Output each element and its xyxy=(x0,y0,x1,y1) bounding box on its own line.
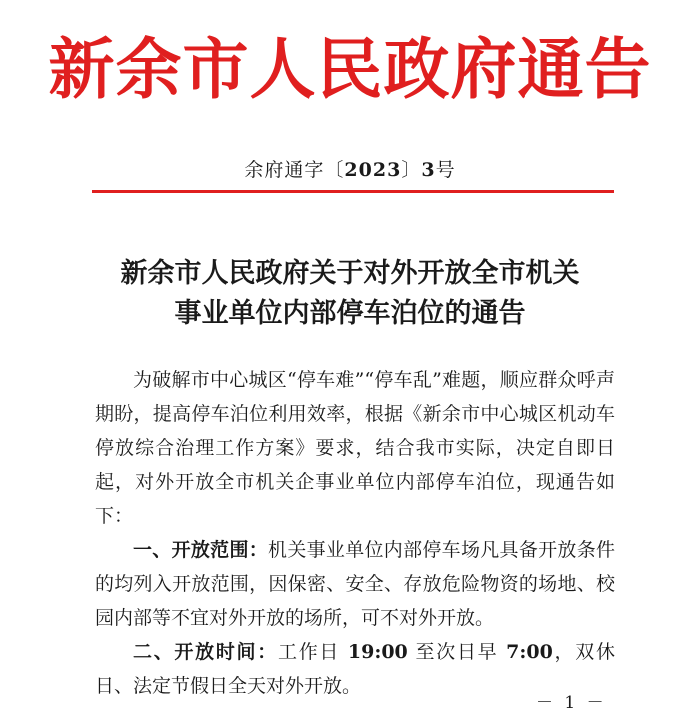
section-hours-text-before: 工作日 xyxy=(277,641,348,663)
notice-body xyxy=(95,363,615,703)
document-number-suffix: 号 xyxy=(435,159,456,181)
page-number: － 1 － xyxy=(536,693,607,713)
masthead-title: 新余市人民政府通告 xyxy=(48,31,652,108)
section-scope xyxy=(95,533,615,635)
document-number-year: 2023 xyxy=(344,159,402,181)
document-number-value: 3 xyxy=(421,159,436,181)
notice-title-line-2: 事业单位内部停车泊位的通告 xyxy=(174,298,526,329)
notice-title-line-1: 新余市人民政府关于对外开放全市机关 xyxy=(120,258,580,289)
document-number-prefix: 余府通字〔 xyxy=(244,159,345,181)
section-hours-end-time: 7:00 xyxy=(506,641,553,663)
section-hours-heading: 二、开放时间： xyxy=(133,641,278,663)
notice-title xyxy=(0,254,700,334)
intro-paragraph: 为破解市中心城区“停车难”“停车乱”难题，顺应群众呼声期盼，提高停车泊位利用效率，根据《新余市中心城区机动车停放综合治理工作方案》要求，结合我市实际，决定自即日起，对外开放全市机关企事业单位内部停车泊位，现通告如下： xyxy=(95,369,615,527)
section-hours-text-mid: 至次日早 xyxy=(407,641,507,663)
section-scope-text: 机关事业单位内部停车场凡具备开放条件的均列入开放范围，因保密、安全、存放危险物资的场地、校园内部等不宜对外开放的场所，可不对外开放。 xyxy=(95,539,615,629)
section-hours-text-after: ，双休日、法定节假日全天对外开放。 xyxy=(95,641,615,697)
section-hours-start-time: 19:00 xyxy=(347,641,408,663)
section-scope-heading: 一、开放范围： xyxy=(133,539,269,561)
red-divider-line xyxy=(92,190,614,193)
document-number xyxy=(0,158,700,182)
document-number-middle: 〕 xyxy=(401,159,422,181)
